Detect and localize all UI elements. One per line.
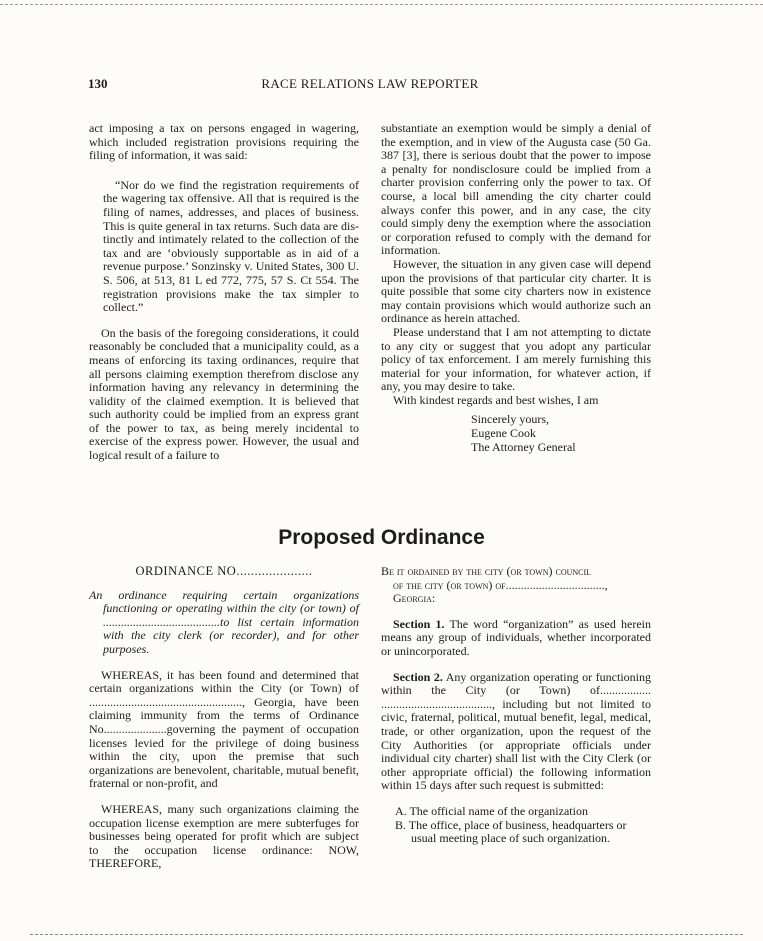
page-number: 130 xyxy=(88,76,108,91)
section-1-label: Section 1. xyxy=(393,616,445,631)
column-left-lower xyxy=(89,565,359,871)
enacting-line: of the city (or town) of................................., xyxy=(393,577,608,592)
running-title: RACE RELATIONS LAW REPORTER xyxy=(261,76,479,91)
whereas-paragraph: WHEREAS, many such organizations claiming the occupation license exemption are mere subterfuges for businesses being operated for profit which are subject to the occupation license ordinance: NOW, THEREFORE, xyxy=(89,801,359,871)
enacting-line: Be it ordained by the city (or town) council xyxy=(381,564,592,578)
column-left-upper xyxy=(89,122,359,463)
section-1 xyxy=(381,618,651,659)
section-2-label: Section 2. xyxy=(393,669,443,684)
intro-paragraph: act imposing a tax on persons engaged in wagering, which included registration provisions requiring the filing of information, it was said: xyxy=(89,121,359,163)
column-right-lower xyxy=(381,565,651,846)
column-right-upper xyxy=(381,122,651,454)
section-2 xyxy=(381,671,651,793)
top-dashed-rule xyxy=(0,4,763,5)
closing-paragraph: With kindest regards and best wishes, I am xyxy=(393,392,599,407)
signature-block xyxy=(471,413,651,454)
quote-text: “Nor do we find the registration requirements of the wagering tax offensive. All that is required is the filing of names, addresses, and places of business. This is quite general in tax returns. Such data are distinctly and intimately related to the collection of the tax and are ‘obviously supportable as in aid of a revenue purpose.’ Sonzinsky v. United States, 300 U. S. 506, at 513, 81 L ed 772, 775, 57 S. Ct 554. The registration provisions make the tax simpler to collect.” xyxy=(103,177,359,315)
bottom-dashed-rule xyxy=(30,934,743,935)
section-2-text: Any organization operating or functioning within the City (or Town) of................. ....................................., including but not limited to civic, fraternal, political, mutual benefit, legal, medical, trade, or other organization, upon the request of the City Authorities (or appropriate officials under individual city charter) shall list with the City Clerk (or other appropriate official) the following information within 15 days after such request is submitted: xyxy=(381,669,651,793)
block-quote xyxy=(89,179,359,315)
list-item: B. The office, place of business, headquarters or usual meeting place of such organization. xyxy=(395,817,627,846)
ordinance-number: ORDINANCE NO..................... xyxy=(135,564,313,578)
body-paragraph: However, the situation in any given case will depend upon the provisions of that particular city charter. It is quite possible that some city charters now in existence may contain provisions which would authorize such an ordinance as herein attached. xyxy=(381,256,651,326)
section-1-text: The word “organization” as used herein means any group of individuals, whether incorporated or unincorporated. xyxy=(381,616,651,658)
information-list xyxy=(381,805,651,846)
signature-closing: Sincerely yours, xyxy=(471,412,549,427)
enacting-clause xyxy=(381,565,651,606)
body-paragraph: substantiate an exemption would be simply a denial of the exemption, and in view of the Augusta case (50 Ga. 387 [3], there is serious doubt that the power to impose a penalty for nondisclosure could be implied from a charter provision conferring only the power to tax. Of course, a local bill amending the city charter could always confer this power, and in any case, the city could simply deny the exemption where the association or corporation refused to comply with the demand for information. xyxy=(381,121,651,258)
section-heading: Proposed Ordinance xyxy=(278,526,485,549)
body-paragraph: Please understand that I am not attempting to dictate to any city or suggest that you adopt any particular policy of tax enforcement. I am merely furnishing this material for your information, for whatever action, if any, you may desire to take. xyxy=(381,324,651,394)
list-item: A. The official name of the organization xyxy=(395,803,588,818)
enacting-line: Georgia: xyxy=(393,591,436,606)
signature-name: Eugene Cook xyxy=(471,426,536,441)
whereas-paragraph: WHEREAS, it has been found and determined that certain organizations within the City (or Town) of ..................................................., Georgia, have been claiming immunity from the terms of Ordinance No.....................governing the payment of occupation licenses levied for the privilege of doing business within the city, upon the premise that such organizations are benevolent, charitable, mutual benefit, fraternal or non-profit, and xyxy=(89,667,359,791)
body-paragraph: On the basis of the foregoing considerations, it could reasonably be concluded that a municipality could, as a means of enforcing its taxing ordinances, require that all persons claiming exemption therefrom disclose any information having any relevancy in determining the validity of the claimed exemption. It is believed that such authority could be implied from an express grant of the power to tax, as being merely incidental to exercise of the express power. However, the usual and logical result of a failure to xyxy=(89,325,359,463)
signature-title: The Attorney General xyxy=(471,439,576,454)
ordinance-caption: An ordinance requiring certain organizations functioning or operating within the city (or town) of .......................................to list certain information with the city clerk (or recorder), and for other purposes. xyxy=(89,587,359,656)
